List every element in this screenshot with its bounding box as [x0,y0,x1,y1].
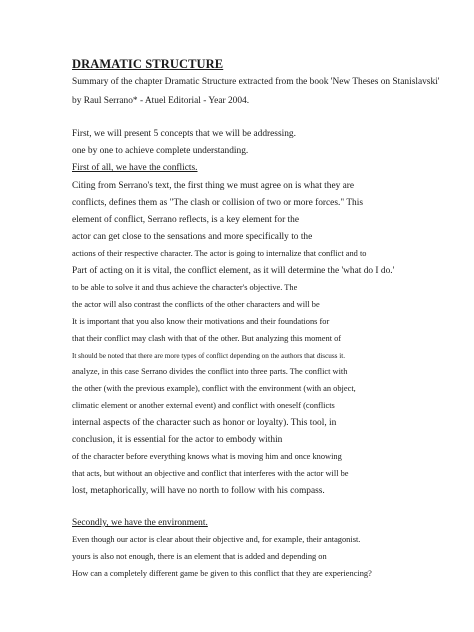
conflicts-heading-text: First of all, we have the conflicts. [72,163,198,173]
body-line: lost, metaphorically, will have no north to follow with his compass. [72,486,325,496]
body-line: yours is also not enough, there is an element that is added and depending on [72,552,327,561]
body-line: to be able to solve it and thus achieve the character's objective. The [72,283,298,292]
body-line: climatic element or another external event) and conflict with oneself (conflicts [72,401,335,410]
body-line: element of conflict, Serrano reflects, is a key element for the [72,215,299,225]
summary-line-2: by Raul Serrano* - Atuel Editorial - Year 2004. [72,96,250,106]
body-line: First, we will present 5 concepts that we will be addressing. [72,129,296,139]
body-line: that acts, but without an objective and conflict that interferes with the actor will be [72,469,349,478]
body-line: actor can get close to the sensations and more specifically to the [72,232,313,242]
body-line: internal aspects of the character such as honor or loyalty). This tool, in [72,418,337,428]
body-line: the actor will also contrast the conflicts of the other characters and will be [72,300,320,309]
body-line: the other (with the previous example), conflict with the environment (with an object, [72,384,356,393]
conflicts-heading-line [72,162,198,174]
summary-line-1: Summary of the chapter Dramatic Structure extracted from the book 'New Theses on Stanislavski' [72,77,440,87]
body-line: one by one to achieve complete understanding. [72,146,249,156]
body-line: Part of acting on it is vital, the conflict element, as it will determine the 'what do I do.' [72,266,395,276]
body-line: Even though our actor is clear about their objective and, for example, their antagonist. [72,535,361,544]
body-line: of the character before everything knows what is moving him and once knowing [72,452,342,461]
body-line: conflicts, defines them as "The clash or collision of two or more forces." This [72,198,364,208]
body-line: analyze, in this case Serrano divides the conflict into three parts. The conflict with [72,367,348,376]
environment-heading-line [72,517,208,529]
body-line: How can a completely different game be given to this conflict that they are experiencing? [72,569,372,578]
body-line: It is important that you also know their motivations and their foundations for [72,317,330,326]
body-line: conclusion, it is essential for the actor to embody within [72,435,283,445]
environment-heading-text: Secondly, we have the environment. [72,518,208,528]
document-title: DRAMATIC STRUCTURE [72,57,224,71]
body-line: Citing from Serrano's text, the first thing we must agree on is what they are [72,181,355,191]
footnote-line: It should be noted that there are more types of conflict depending on the authors that discuss it. [72,352,346,360]
body-line: that their conflict may clash with that of the other. But analyzing this moment of [72,334,342,343]
body-line: actions of their respective character. The actor is going to internalize that conflict and to [72,249,367,258]
